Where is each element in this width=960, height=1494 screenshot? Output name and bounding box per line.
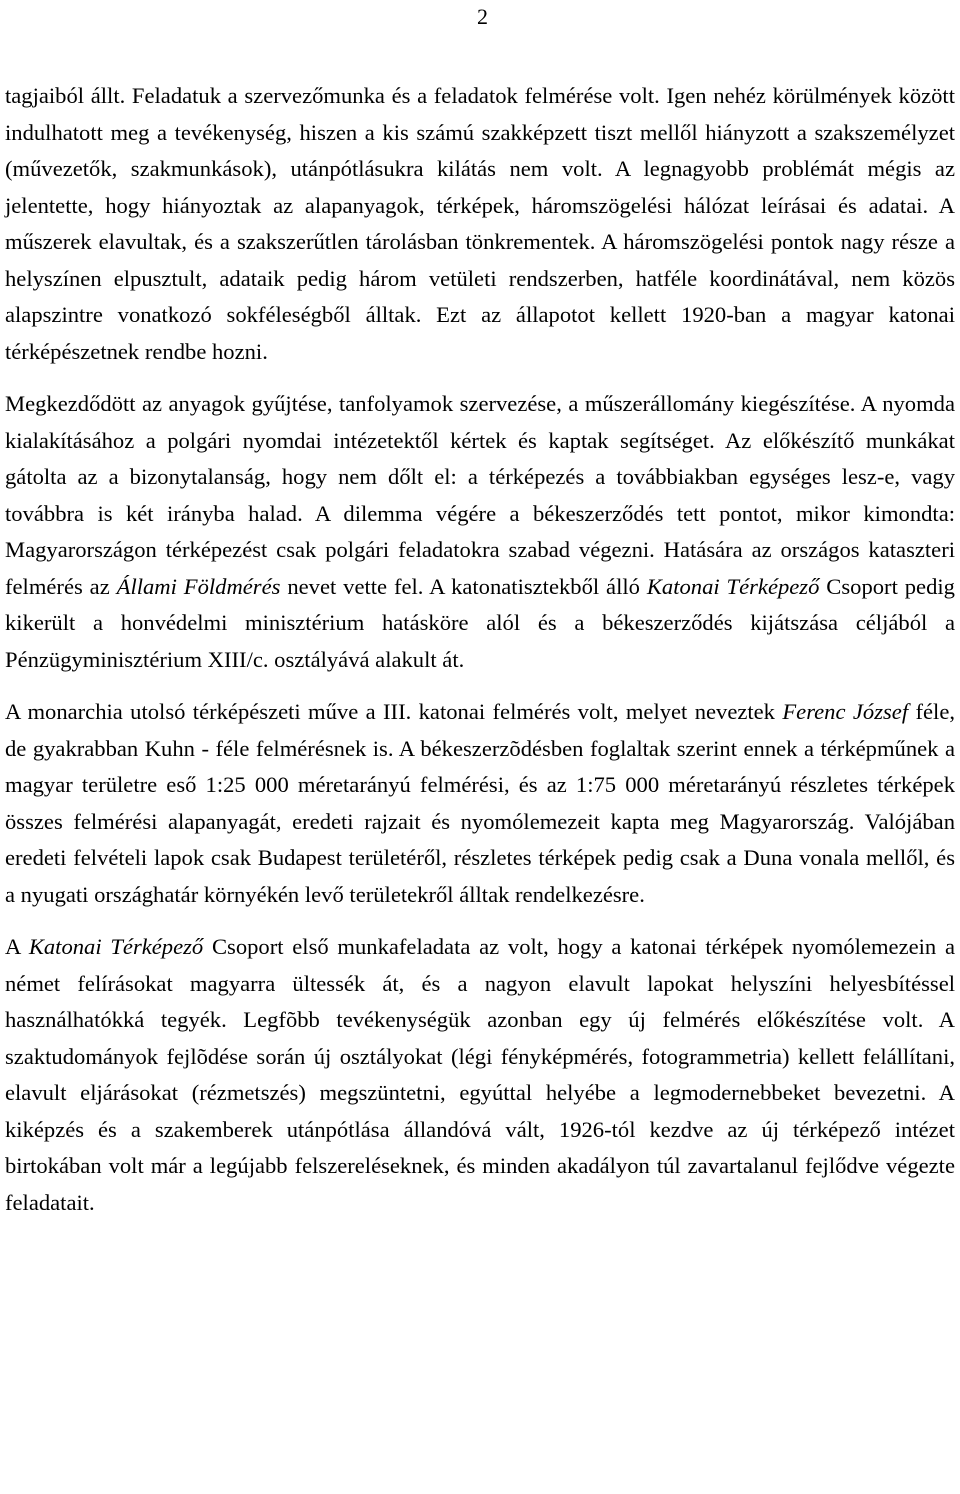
document-body	[5, 78, 955, 1221]
paragraph-text: Megkezdődött az anyagok gyűjtése, tanfolyamok szervezése, a műszerállomány kiegészítése. A nyomda kialakításához a polgári nyomdai intézetektől kértek és kaptak segítséget. Az előkészítő munkákat gátolta az a bizonytalanság, hogy nem dőlt el: a térképezés a továbbiakban egységes lesz-e, vagy továbbra is két irányba halad. A dilemma végére a békeszerződés tett pontot, mikor kimondta: Magyarországon térképezést csak polgári feladatokra szabad végezni. Hatására az országos kataszteri felmérés az	[5, 391, 955, 599]
paragraph-text: nevet vette fel. A katonatisztekből álló	[280, 573, 647, 599]
italic-term-katonai-terkepezo: Katonai Térképező	[646, 573, 820, 599]
paragraph-2	[5, 386, 955, 678]
page-number: 2	[477, 4, 488, 29]
paragraph-text: Csoport első munkafeladata az volt, hogy a katonai térképek nyomólemezein a német felírásokat magyarra ültessék át, és a nagyon elavult lapokat helyszíni helyesbítéssel használhatókká tegyék. Legfõbb tevékenységük azonban egy új felmérés előkészítése volt. A szaktudományok fejlõdése során új osztályokat (légi fényképmérés, fotogrammetria) kellett felállítani, elavult eljárásokat (rézmetszés) megszüntetni, egyúttal helyébe a legmodernebbeket bevezetni. A kiképzés és a szakemberek utánpótlása állandóvá vált, 1926-tól kezdve az új térképező intézet birtokában volt már a legújabb felszereléseknek, és minden akadályon túl zavartalanul fejlődve végezte feladatait.	[5, 934, 955, 1215]
paragraph-1	[5, 78, 955, 370]
paragraph-text: Csoport pedig kikerült a honvédelmi minisztérium hatásköre alól és a békeszerződés kijátszása céljából a Pénzügyminisztérium XIII/c. osztályává alakult át.	[5, 573, 955, 672]
paragraph-4	[5, 929, 955, 1221]
italic-term-allami-foldmeres: Állami Földmérés	[116, 573, 281, 599]
paragraph-3	[5, 694, 955, 913]
italic-term-ferenc-jozsef: Ferenc József	[782, 699, 909, 724]
paragraph-text: féle, de gyakrabban Kuhn - féle felmérésnek is. A békeszerzõdésben foglaltak szerint ennek a térképműnek a magyar területre eső 1:25 000 méretarányú felmérési, és az 1:75 000 méretarányú részletes térképek összes felmérési alapanyagát, eredeti rajzait és nyomólemezeit kapta meg Magyarország. Valójában eredeti felvételi lapok csak Budapest területéről, részletes térképek pedig csak a Duna vonala mellől, és a nyugati országhatár környékén levő területekről álltak rendelkezésre.	[5, 699, 955, 907]
paragraph-text: tagjaiból állt. Feladatuk a szervezőmunka és a feladatok felmérése volt. Igen nehéz körülmények között indulhatott meg a tevékenység, hiszen a kis számú szakképzett tiszt mellől hiányzott a szakszemélyzet (művezetők, szakmunkások), utánpótlásukra kilátás nem volt. A legnagyobb problémát mégis az jelentette, hogy hiányoztak az alapanyagok, térképek, háromszögelési hálózat leírásai és adatai. A műszerek elavultak, és a szakszerűtlen tárolásban tönkrementek. A háromszögelési pontok nagy része a helyszínen elpusztult, adataik pedig három vetületi rendszerben, hatféle koordinátával, nem közös alapszintre vonatkozó sokféleségből álltak. Ezt az állapotot kellett 1920-ban a magyar katonai térképészetnek rendbe hozni.	[5, 83, 955, 364]
paragraph-text: A	[5, 934, 29, 959]
paragraph-text: A monarchia utolsó térképészeti műve a III. katonai felmérés volt, melyet neveztek	[5, 699, 783, 724]
italic-term-katonai-terkepezo: Katonai Térképező	[28, 934, 204, 959]
